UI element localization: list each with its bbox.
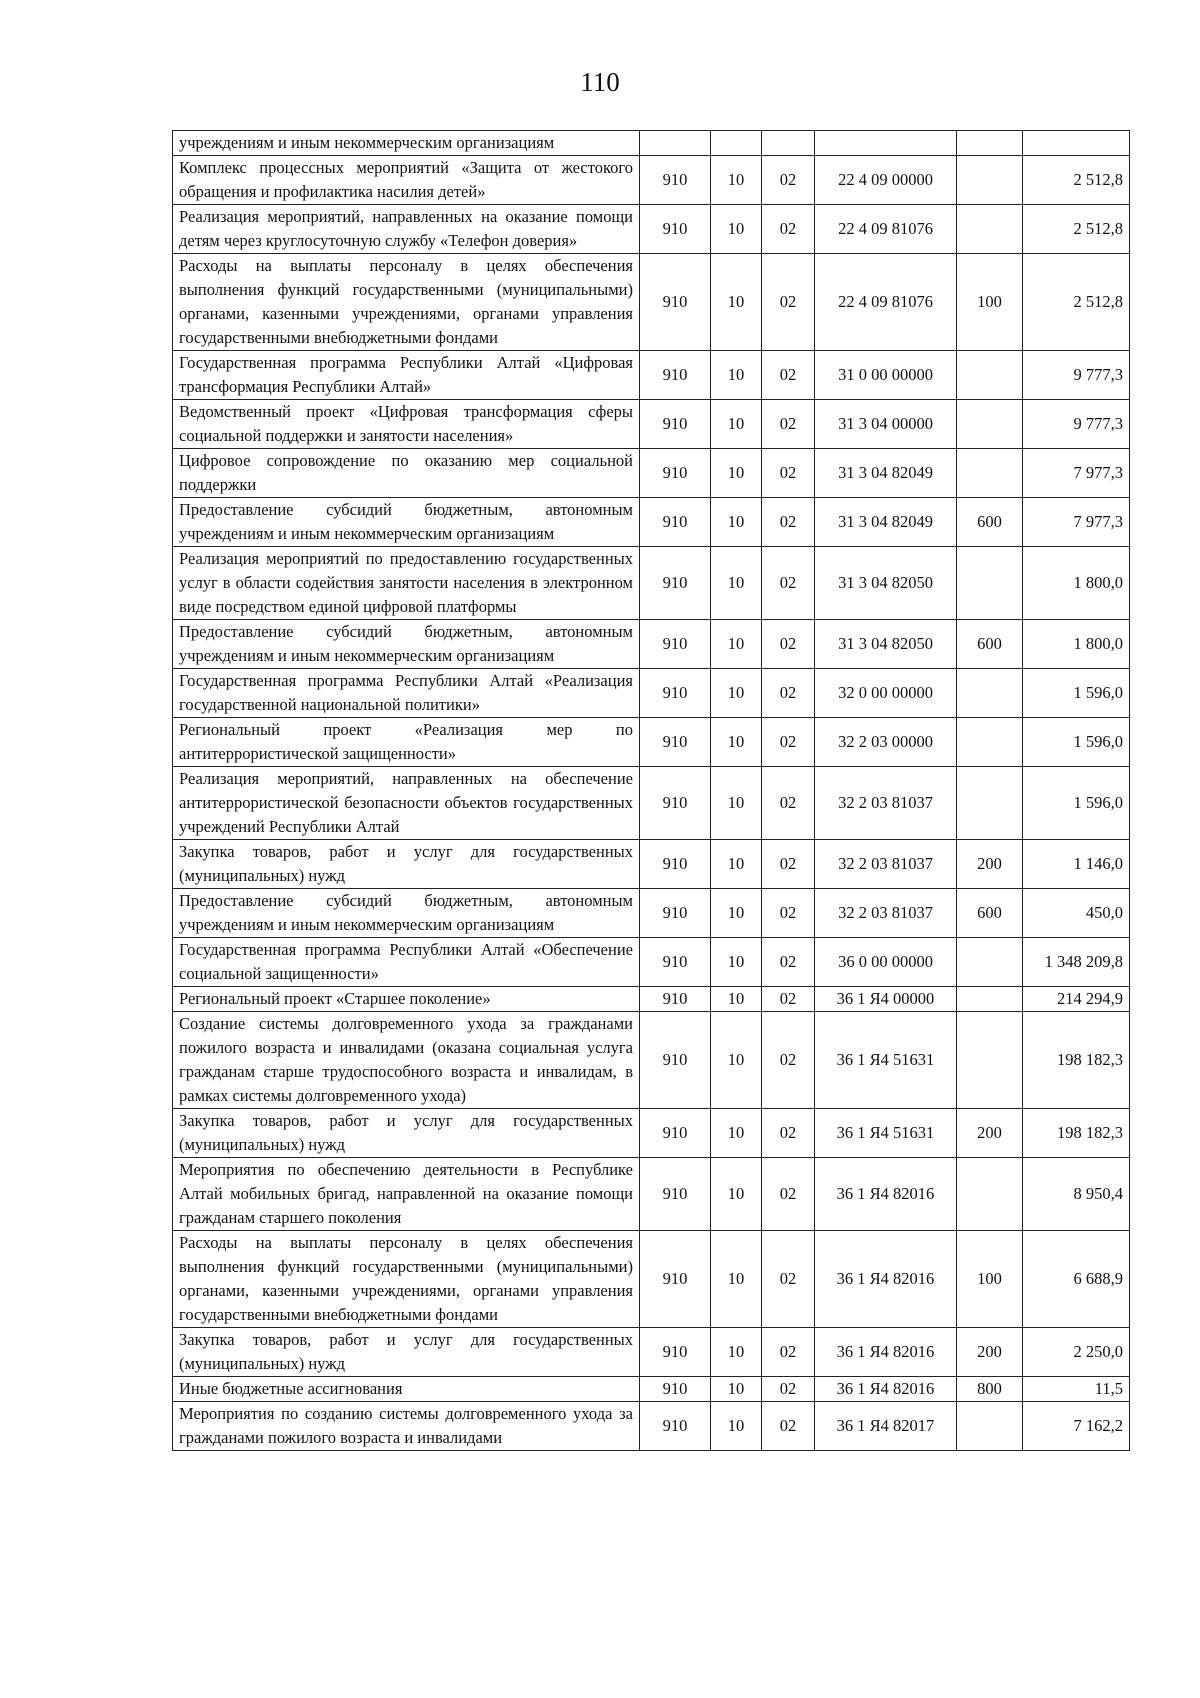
subsection-code-cell: 02 bbox=[762, 938, 815, 987]
row-name-cell: Региональный проект «Реализация мер по антитеррористической защищенности» bbox=[173, 718, 640, 767]
table-row bbox=[173, 620, 1130, 669]
subsection-code-cell: 02 bbox=[762, 1158, 815, 1231]
target-article-code-cell: 36 1 Я4 82016 bbox=[815, 1231, 957, 1328]
expense-type-code-cell: 100 bbox=[957, 254, 1023, 351]
grbs-code-cell: 910 bbox=[640, 254, 711, 351]
table-row bbox=[173, 205, 1130, 254]
page-number: 110 bbox=[580, 67, 620, 97]
budget-table bbox=[172, 130, 1130, 1451]
target-article-code-cell: 36 1 Я4 82017 bbox=[815, 1402, 957, 1451]
section-code-cell: 10 bbox=[711, 840, 762, 889]
amount-cell: 2 512,8 bbox=[1023, 156, 1130, 205]
row-name-cell: Расходы на выплаты персоналу в целях обеспечения выполнения функций государственными (муниципальными) органами, казенными учреждениями, органами управления государственными внебюджетными фондами bbox=[173, 1231, 640, 1328]
table-row bbox=[173, 1158, 1130, 1231]
grbs-code-cell: 910 bbox=[640, 938, 711, 987]
amount-cell: 7 162,2 bbox=[1023, 1402, 1130, 1451]
table-row bbox=[173, 1328, 1130, 1377]
table-row bbox=[173, 1402, 1130, 1451]
section-code-cell: 10 bbox=[711, 205, 762, 254]
amount-cell bbox=[1023, 131, 1130, 156]
grbs-code-cell: 910 bbox=[640, 498, 711, 547]
section-code-cell: 10 bbox=[711, 1377, 762, 1402]
expense-type-code-cell bbox=[957, 987, 1023, 1012]
row-name-cell: Цифровое сопровождение по оказанию мер социальной поддержки bbox=[173, 449, 640, 498]
expense-type-code-cell: 600 bbox=[957, 498, 1023, 547]
section-code-cell bbox=[711, 131, 762, 156]
expense-type-code-cell bbox=[957, 1012, 1023, 1109]
section-code-cell: 10 bbox=[711, 1109, 762, 1158]
row-name-cell: Предоставление субсидий бюджетным, автономным учреждениям и иным некоммерческим организациям bbox=[173, 498, 640, 547]
grbs-code-cell: 910 bbox=[640, 987, 711, 1012]
grbs-code-cell: 910 bbox=[640, 1377, 711, 1402]
grbs-code-cell: 910 bbox=[640, 547, 711, 620]
subsection-code-cell: 02 bbox=[762, 156, 815, 205]
expense-type-code-cell bbox=[957, 669, 1023, 718]
target-article-code-cell: 32 2 03 00000 bbox=[815, 718, 957, 767]
table-row bbox=[173, 987, 1130, 1012]
section-code-cell: 10 bbox=[711, 449, 762, 498]
row-name-cell: Государственная программа Республики Алтай «Обеспечение социальной защищенности» bbox=[173, 938, 640, 987]
row-name-cell: Закупка товаров, работ и услуг для государственных (муниципальных) нужд bbox=[173, 1109, 640, 1158]
amount-cell: 1 348 209,8 bbox=[1023, 938, 1130, 987]
section-code-cell: 10 bbox=[711, 547, 762, 620]
section-code-cell: 10 bbox=[711, 987, 762, 1012]
amount-cell: 214 294,9 bbox=[1023, 987, 1130, 1012]
grbs-code-cell: 910 bbox=[640, 156, 711, 205]
table-row bbox=[173, 156, 1130, 205]
target-article-code-cell: 31 3 04 82050 bbox=[815, 547, 957, 620]
row-name-cell: Реализация мероприятий, направленных на обеспечение антитеррористической безопасности объектов государственных учреждений Республики Алтай bbox=[173, 767, 640, 840]
grbs-code-cell: 910 bbox=[640, 1328, 711, 1377]
target-article-code-cell: 36 1 Я4 82016 bbox=[815, 1328, 957, 1377]
expense-type-code-cell: 600 bbox=[957, 620, 1023, 669]
target-article-code-cell: 32 2 03 81037 bbox=[815, 767, 957, 840]
target-article-code-cell: 36 1 Я4 00000 bbox=[815, 987, 957, 1012]
expense-type-code-cell: 600 bbox=[957, 889, 1023, 938]
subsection-code-cell: 02 bbox=[762, 840, 815, 889]
table-row bbox=[173, 254, 1130, 351]
amount-cell: 1 146,0 bbox=[1023, 840, 1130, 889]
amount-cell: 1 800,0 bbox=[1023, 547, 1130, 620]
table-row bbox=[173, 449, 1130, 498]
grbs-code-cell: 910 bbox=[640, 1158, 711, 1231]
row-name-cell: Государственная программа Республики Алтай «Реализация государственной национальной политики» bbox=[173, 669, 640, 718]
grbs-code-cell: 910 bbox=[640, 840, 711, 889]
row-name-cell: Реализация мероприятий по предоставлению государственных услуг в области содействия занятости населения в электронном виде посредством единой цифровой платформы bbox=[173, 547, 640, 620]
expense-type-code-cell bbox=[957, 718, 1023, 767]
section-code-cell: 10 bbox=[711, 1231, 762, 1328]
amount-cell: 198 182,3 bbox=[1023, 1109, 1130, 1158]
section-code-cell: 10 bbox=[711, 254, 762, 351]
amount-cell: 450,0 bbox=[1023, 889, 1130, 938]
grbs-code-cell: 910 bbox=[640, 1231, 711, 1328]
subsection-code-cell: 02 bbox=[762, 1012, 815, 1109]
row-name-cell: Предоставление субсидий бюджетным, автономным учреждениям и иным некоммерческим организациям bbox=[173, 620, 640, 669]
row-name-cell: Государственная программа Республики Алтай «Цифровая трансформация Республики Алтай» bbox=[173, 351, 640, 400]
grbs-code-cell: 910 bbox=[640, 400, 711, 449]
section-code-cell: 10 bbox=[711, 889, 762, 938]
grbs-code-cell: 910 bbox=[640, 1402, 711, 1451]
table-row bbox=[173, 498, 1130, 547]
row-name-cell: Создание системы долговременного ухода за гражданами пожилого возраста и инвалидами (оказана социальная услуга гражданам старше трудоспособного возраста и инвалидам, в рамках системы долговременного ухода) bbox=[173, 1012, 640, 1109]
subsection-code-cell: 02 bbox=[762, 1109, 815, 1158]
expense-type-code-cell bbox=[957, 351, 1023, 400]
target-article-code-cell: 31 0 00 00000 bbox=[815, 351, 957, 400]
subsection-code-cell: 02 bbox=[762, 449, 815, 498]
grbs-code-cell: 910 bbox=[640, 718, 711, 767]
grbs-code-cell: 910 bbox=[640, 1109, 711, 1158]
budget-table-body bbox=[173, 131, 1130, 1451]
section-code-cell: 10 bbox=[711, 767, 762, 840]
grbs-code-cell: 910 bbox=[640, 1012, 711, 1109]
section-code-cell: 10 bbox=[711, 1012, 762, 1109]
section-code-cell: 10 bbox=[711, 156, 762, 205]
row-name-cell: Закупка товаров, работ и услуг для государственных (муниципальных) нужд bbox=[173, 840, 640, 889]
subsection-code-cell: 02 bbox=[762, 718, 815, 767]
section-code-cell: 10 bbox=[711, 1328, 762, 1377]
subsection-code-cell: 02 bbox=[762, 889, 815, 938]
table-row bbox=[173, 889, 1130, 938]
row-name-cell: Иные бюджетные ассигнования bbox=[173, 1377, 640, 1402]
amount-cell: 7 977,3 bbox=[1023, 498, 1130, 547]
section-code-cell: 10 bbox=[711, 1402, 762, 1451]
target-article-code-cell: 36 1 Я4 82016 bbox=[815, 1377, 957, 1402]
section-code-cell: 10 bbox=[711, 1158, 762, 1231]
table-row bbox=[173, 351, 1130, 400]
amount-cell: 8 950,4 bbox=[1023, 1158, 1130, 1231]
amount-cell: 6 688,9 bbox=[1023, 1231, 1130, 1328]
table-row bbox=[173, 1012, 1130, 1109]
subsection-code-cell: 02 bbox=[762, 205, 815, 254]
target-article-code-cell: 31 3 04 82049 bbox=[815, 449, 957, 498]
table-row bbox=[173, 669, 1130, 718]
target-article-code-cell: 32 0 00 00000 bbox=[815, 669, 957, 718]
expense-type-code-cell bbox=[957, 156, 1023, 205]
row-name-cell: Мероприятия по созданию системы долговременного ухода за гражданами пожилого возраста и инвалидами bbox=[173, 1402, 640, 1451]
expense-type-code-cell bbox=[957, 205, 1023, 254]
target-article-code-cell: 22 4 09 00000 bbox=[815, 156, 957, 205]
expense-type-code-cell: 200 bbox=[957, 1328, 1023, 1377]
table-row bbox=[173, 767, 1130, 840]
target-article-code-cell: 36 0 00 00000 bbox=[815, 938, 957, 987]
target-article-code-cell: 31 3 04 82049 bbox=[815, 498, 957, 547]
subsection-code-cell: 02 bbox=[762, 498, 815, 547]
row-name-cell: Мероприятия по обеспечению деятельности в Республике Алтай мобильных бригад, направленной на оказание помощи гражданам старшего поколения bbox=[173, 1158, 640, 1231]
table-row bbox=[173, 400, 1130, 449]
grbs-code-cell: 910 bbox=[640, 767, 711, 840]
expense-type-code-cell: 100 bbox=[957, 1231, 1023, 1328]
target-article-code-cell: 31 3 04 00000 bbox=[815, 400, 957, 449]
subsection-code-cell: 02 bbox=[762, 1231, 815, 1328]
expense-type-code-cell bbox=[957, 449, 1023, 498]
subsection-code-cell: 02 bbox=[762, 669, 815, 718]
subsection-code-cell: 02 bbox=[762, 1377, 815, 1402]
target-article-code-cell: 32 2 03 81037 bbox=[815, 840, 957, 889]
row-name-cell: Предоставление субсидий бюджетным, автономным учреждениям и иным некоммерческим организациям bbox=[173, 889, 640, 938]
section-code-cell: 10 bbox=[711, 498, 762, 547]
target-article-code-cell bbox=[815, 131, 957, 156]
section-code-cell: 10 bbox=[711, 400, 762, 449]
subsection-code-cell: 02 bbox=[762, 254, 815, 351]
subsection-code-cell: 02 bbox=[762, 400, 815, 449]
subsection-code-cell: 02 bbox=[762, 547, 815, 620]
amount-cell: 1 800,0 bbox=[1023, 620, 1130, 669]
grbs-code-cell bbox=[640, 131, 711, 156]
grbs-code-cell: 910 bbox=[640, 351, 711, 400]
table-row bbox=[173, 1377, 1130, 1402]
subsection-code-cell: 02 bbox=[762, 1402, 815, 1451]
table-row bbox=[173, 938, 1130, 987]
table-row bbox=[173, 1231, 1130, 1328]
expense-type-code-cell bbox=[957, 938, 1023, 987]
subsection-code-cell bbox=[762, 131, 815, 156]
subsection-code-cell: 02 bbox=[762, 767, 815, 840]
expense-type-code-cell: 200 bbox=[957, 840, 1023, 889]
amount-cell: 1 596,0 bbox=[1023, 669, 1130, 718]
target-article-code-cell: 31 3 04 82050 bbox=[815, 620, 957, 669]
row-name-cell: Ведомственный проект «Цифровая трансформация сферы социальной поддержки и занятости населения» bbox=[173, 400, 640, 449]
table-row bbox=[173, 1109, 1130, 1158]
grbs-code-cell: 910 bbox=[640, 620, 711, 669]
expense-type-code-cell bbox=[957, 1402, 1023, 1451]
section-code-cell: 10 bbox=[711, 718, 762, 767]
expense-type-code-cell bbox=[957, 400, 1023, 449]
row-name-cell: учреждениям и иным некоммерческим организациям bbox=[173, 131, 640, 156]
section-code-cell: 10 bbox=[711, 938, 762, 987]
table-row bbox=[173, 718, 1130, 767]
amount-cell: 1 596,0 bbox=[1023, 718, 1130, 767]
amount-cell: 9 777,3 bbox=[1023, 400, 1130, 449]
subsection-code-cell: 02 bbox=[762, 987, 815, 1012]
target-article-code-cell: 22 4 09 81076 bbox=[815, 254, 957, 351]
table-row bbox=[173, 840, 1130, 889]
amount-cell: 9 777,3 bbox=[1023, 351, 1130, 400]
amount-cell: 198 182,3 bbox=[1023, 1012, 1130, 1109]
expense-type-code-cell: 200 bbox=[957, 1109, 1023, 1158]
subsection-code-cell: 02 bbox=[762, 1328, 815, 1377]
section-code-cell: 10 bbox=[711, 620, 762, 669]
expense-type-code-cell bbox=[957, 547, 1023, 620]
amount-cell: 2 250,0 bbox=[1023, 1328, 1130, 1377]
grbs-code-cell: 910 bbox=[640, 205, 711, 254]
row-name-cell: Реализация мероприятий, направленных на оказание помощи детям через круглосуточную службу «Телефон доверия» bbox=[173, 205, 640, 254]
row-name-cell: Закупка товаров, работ и услуг для государственных (муниципальных) нужд bbox=[173, 1328, 640, 1377]
row-name-cell: Комплекс процессных мероприятий «Защита от жестокого обращения и профилактика насилия детей» bbox=[173, 156, 640, 205]
expense-type-code-cell bbox=[957, 131, 1023, 156]
table-row bbox=[173, 131, 1130, 156]
amount-cell: 1 596,0 bbox=[1023, 767, 1130, 840]
row-name-cell: Расходы на выплаты персоналу в целях обеспечения выполнения функций государственными (муниципальными) органами, казенными учреждениями, органами управления государственными внебюджетными фондами bbox=[173, 254, 640, 351]
amount-cell: 2 512,8 bbox=[1023, 205, 1130, 254]
amount-cell: 11,5 bbox=[1023, 1377, 1130, 1402]
target-article-code-cell: 36 1 Я4 51631 bbox=[815, 1109, 957, 1158]
target-article-code-cell: 22 4 09 81076 bbox=[815, 205, 957, 254]
subsection-code-cell: 02 bbox=[762, 351, 815, 400]
expense-type-code-cell bbox=[957, 767, 1023, 840]
target-article-code-cell: 36 1 Я4 51631 bbox=[815, 1012, 957, 1109]
subsection-code-cell: 02 bbox=[762, 620, 815, 669]
row-name-cell: Региональный проект «Старшее поколение» bbox=[173, 987, 640, 1012]
grbs-code-cell: 910 bbox=[640, 449, 711, 498]
target-article-code-cell: 36 1 Я4 82016 bbox=[815, 1158, 957, 1231]
section-code-cell: 10 bbox=[711, 669, 762, 718]
amount-cell: 2 512,8 bbox=[1023, 254, 1130, 351]
table-row bbox=[173, 547, 1130, 620]
expense-type-code-cell bbox=[957, 1158, 1023, 1231]
expense-type-code-cell: 800 bbox=[957, 1377, 1023, 1402]
target-article-code-cell: 32 2 03 81037 bbox=[815, 889, 957, 938]
amount-cell: 7 977,3 bbox=[1023, 449, 1130, 498]
section-code-cell: 10 bbox=[711, 351, 762, 400]
grbs-code-cell: 910 bbox=[640, 889, 711, 938]
grbs-code-cell: 910 bbox=[640, 669, 711, 718]
